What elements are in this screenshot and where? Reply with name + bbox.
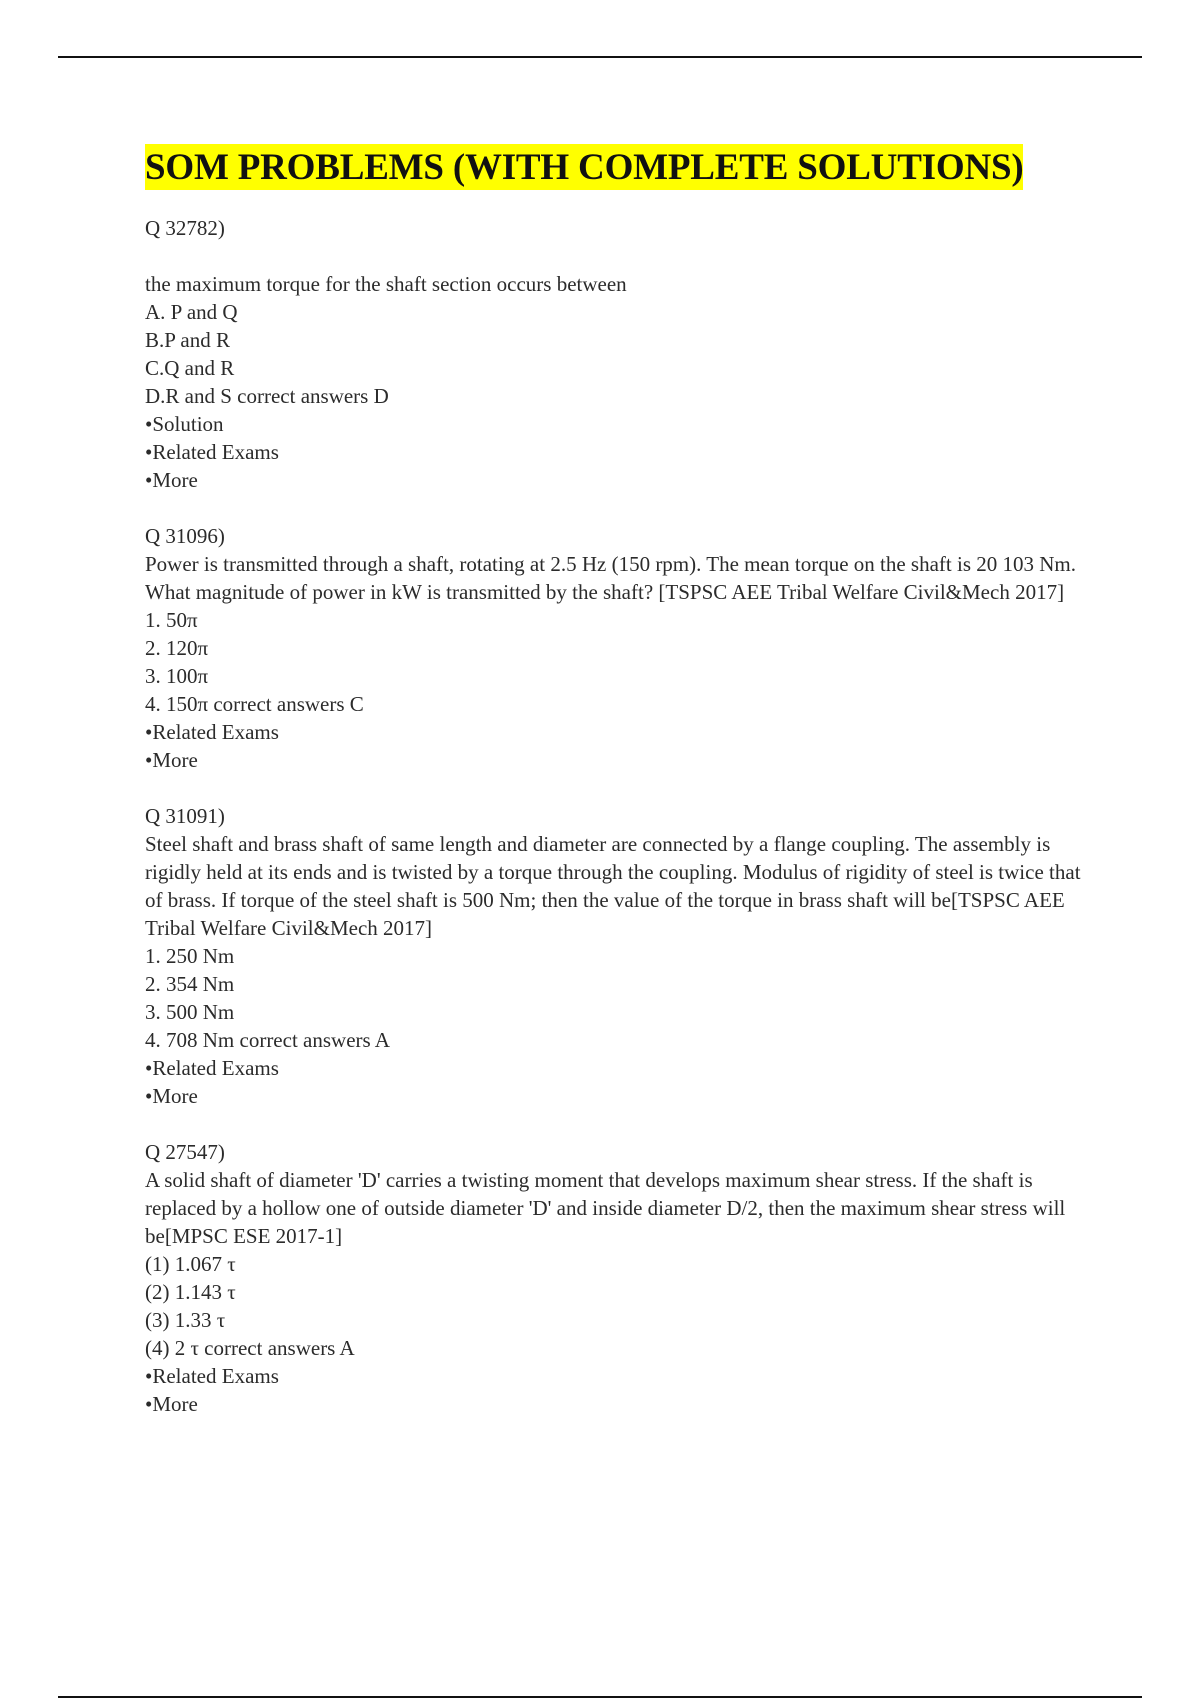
question-id: Q 27547) <box>145 1140 225 1164</box>
more-link[interactable]: • More <box>145 1390 1085 1418</box>
solution-link[interactable]: • Solution <box>145 410 1085 438</box>
option-3: 3. 100π <box>145 664 209 688</box>
option-2: 2. 120π <box>145 636 209 660</box>
more-link[interactable]: • More <box>145 746 1085 774</box>
question-block-1 <box>145 214 1085 494</box>
top-rule <box>58 56 1142 58</box>
bottom-rule <box>58 1696 1142 1698</box>
question-block-4 <box>145 1138 1085 1418</box>
option-a: A. P and Q <box>145 300 238 324</box>
question-text: the maximum torque for the shaft section occurs between <box>145 272 627 296</box>
option-3: 3. 500 Nm <box>145 1000 235 1024</box>
option-1: 1. 50π <box>145 608 198 632</box>
option-1: (1) 1.067 τ <box>145 1252 236 1276</box>
option-4: (4) 2 τ correct answers A <box>145 1336 355 1360</box>
question-block-2 <box>145 522 1085 774</box>
option-c: C.Q and R <box>145 356 235 380</box>
option-3: (3) 1.33 τ <box>145 1308 226 1332</box>
document-body <box>145 144 1085 1418</box>
more-link[interactable]: • More <box>145 466 1085 494</box>
option-2: (2) 1.143 τ <box>145 1280 236 1304</box>
option-2: 2. 354 Nm <box>145 972 235 996</box>
option-b: B.P and R <box>145 328 230 352</box>
option-1: 1. 250 Nm <box>145 944 235 968</box>
question-block-3 <box>145 802 1085 1110</box>
more-link[interactable]: • More <box>145 1082 1085 1110</box>
option-4: 4. 708 Nm correct answers A <box>145 1028 390 1052</box>
related-exams-link[interactable]: • Related Exams <box>145 718 1085 746</box>
question-id: Q 31091) <box>145 804 225 828</box>
question-id: Q 31096) <box>145 524 225 548</box>
document-title: SOM PROBLEMS (WITH COMPLETE SOLUTIONS) <box>145 144 1023 190</box>
question-text: Steel shaft and brass shaft of same length and diameter are connected by a flange coupling. The assembly is rigidly held at its ends and is twisted by a torque through the coupling. Modulus of rigidity of steel is twice that of brass. If torque of the steel shaft is 500 Nm; then the value of the torque in brass shaft will be[TSPSC AEE Tribal Welfare Civil&Mech 2017] <box>145 832 1081 940</box>
related-exams-link[interactable]: • Related Exams <box>145 1054 1085 1082</box>
question-text: Power is transmitted through a shaft, rotating at 2.5 Hz (150 rpm). The mean torque on the shaft is 20 103 Nm. What magnitude of power in kW is transmitted by the shaft? [TSPSC AEE Tribal Welfare Civil&Mech 2017] <box>145 552 1077 604</box>
spacer <box>145 242 1085 270</box>
question-id: Q 32782) <box>145 216 225 240</box>
option-d: D.R and S correct answers D <box>145 384 389 408</box>
question-text: A solid shaft of diameter 'D' carries a twisting moment that develops maximum shear stress. If the shaft is replaced by a hollow one of outside diameter 'D' and inside diameter D/2, then the maximum shear stress will be[MPSC ESE 2017-1] <box>145 1168 1066 1248</box>
related-exams-link[interactable]: • Related Exams <box>145 438 1085 466</box>
option-4: 4. 150π correct answers C <box>145 692 364 716</box>
related-exams-link[interactable]: • Related Exams <box>145 1362 1085 1390</box>
